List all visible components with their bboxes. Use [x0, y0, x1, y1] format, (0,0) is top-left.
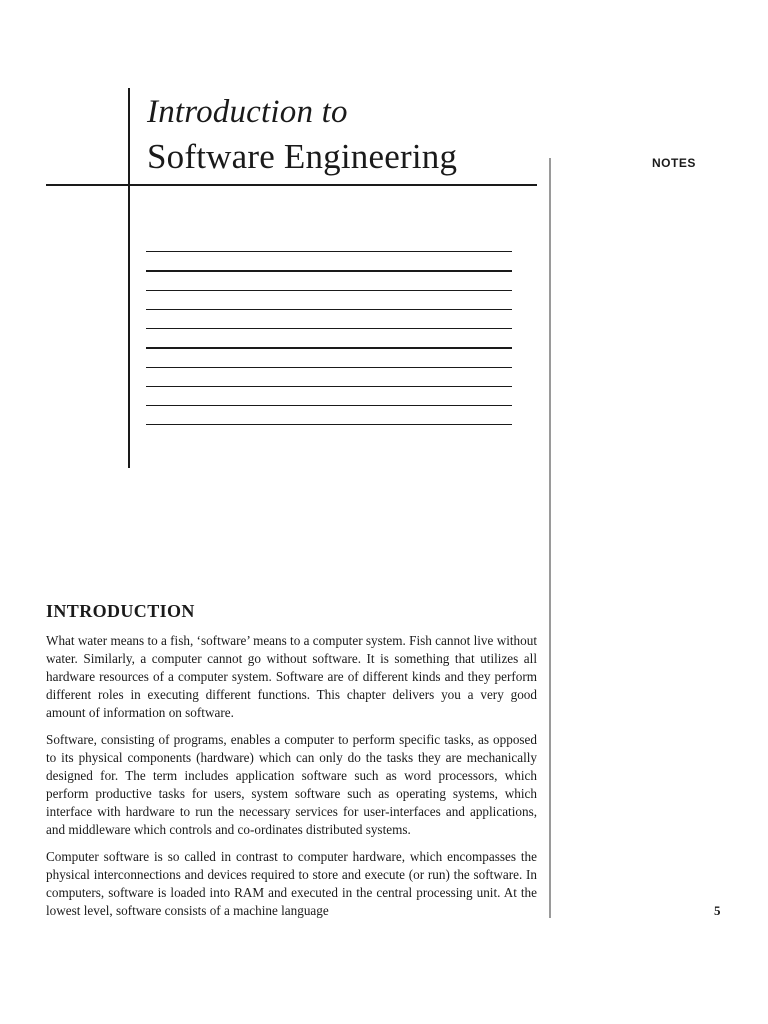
chapter-horizontal-rule [46, 184, 537, 186]
paragraph: Software, consisting of programs, enables a computer to perform specific tasks, as opposed to its physical components (hardware) which can only do the tasks they are mechanically designed for. The term includes application software such as word processors, which perform productive tasks for users, system software such as operating systems, which interface with hardware to run the necessary services for user-interfaces and applications, and middleware which controls and co-ordinates distributed systems. [46, 732, 537, 837]
ruled-line [146, 251, 512, 252]
chapter-title-line2: Software Engineering [147, 137, 458, 176]
margin-divider [549, 158, 551, 918]
ruled-line [146, 309, 512, 310]
ruled-line [146, 328, 512, 329]
paragraph: What water means to a fish, ‘software’ means to a computer system. Fish cannot live without water. Similarly, a computer cannot go without software. It is something that utilizes all hardware resources of a computer system. Software are of different kinds and they perform different roles in executing different functions. This chapter delivers you a very good amount of information on software. [46, 633, 537, 720]
section-heading: INTRODUCTION [46, 601, 195, 621]
ruled-line [146, 386, 512, 387]
ruled-line [146, 270, 512, 272]
body-text [46, 632, 537, 929]
paragraph: Computer software is so called in contrast to computer hardware, which encompasses the physical interconnections and devices required to store and execute (or run) the software. In computers, software is loaded into RAM and executed in the central processing unit. At the lowest level, software consists of a machine language [46, 849, 537, 918]
ruled-line [146, 290, 512, 291]
ruled-line [146, 367, 512, 368]
ruled-line [146, 424, 512, 425]
ruled-line [146, 347, 512, 349]
page-number: 5 [714, 903, 721, 918]
ruled-line [146, 405, 512, 406]
chapter-vertical-rule [128, 88, 130, 468]
notes-label: NOTES [652, 156, 696, 170]
chapter-title-line1: Introduction to [147, 94, 348, 130]
